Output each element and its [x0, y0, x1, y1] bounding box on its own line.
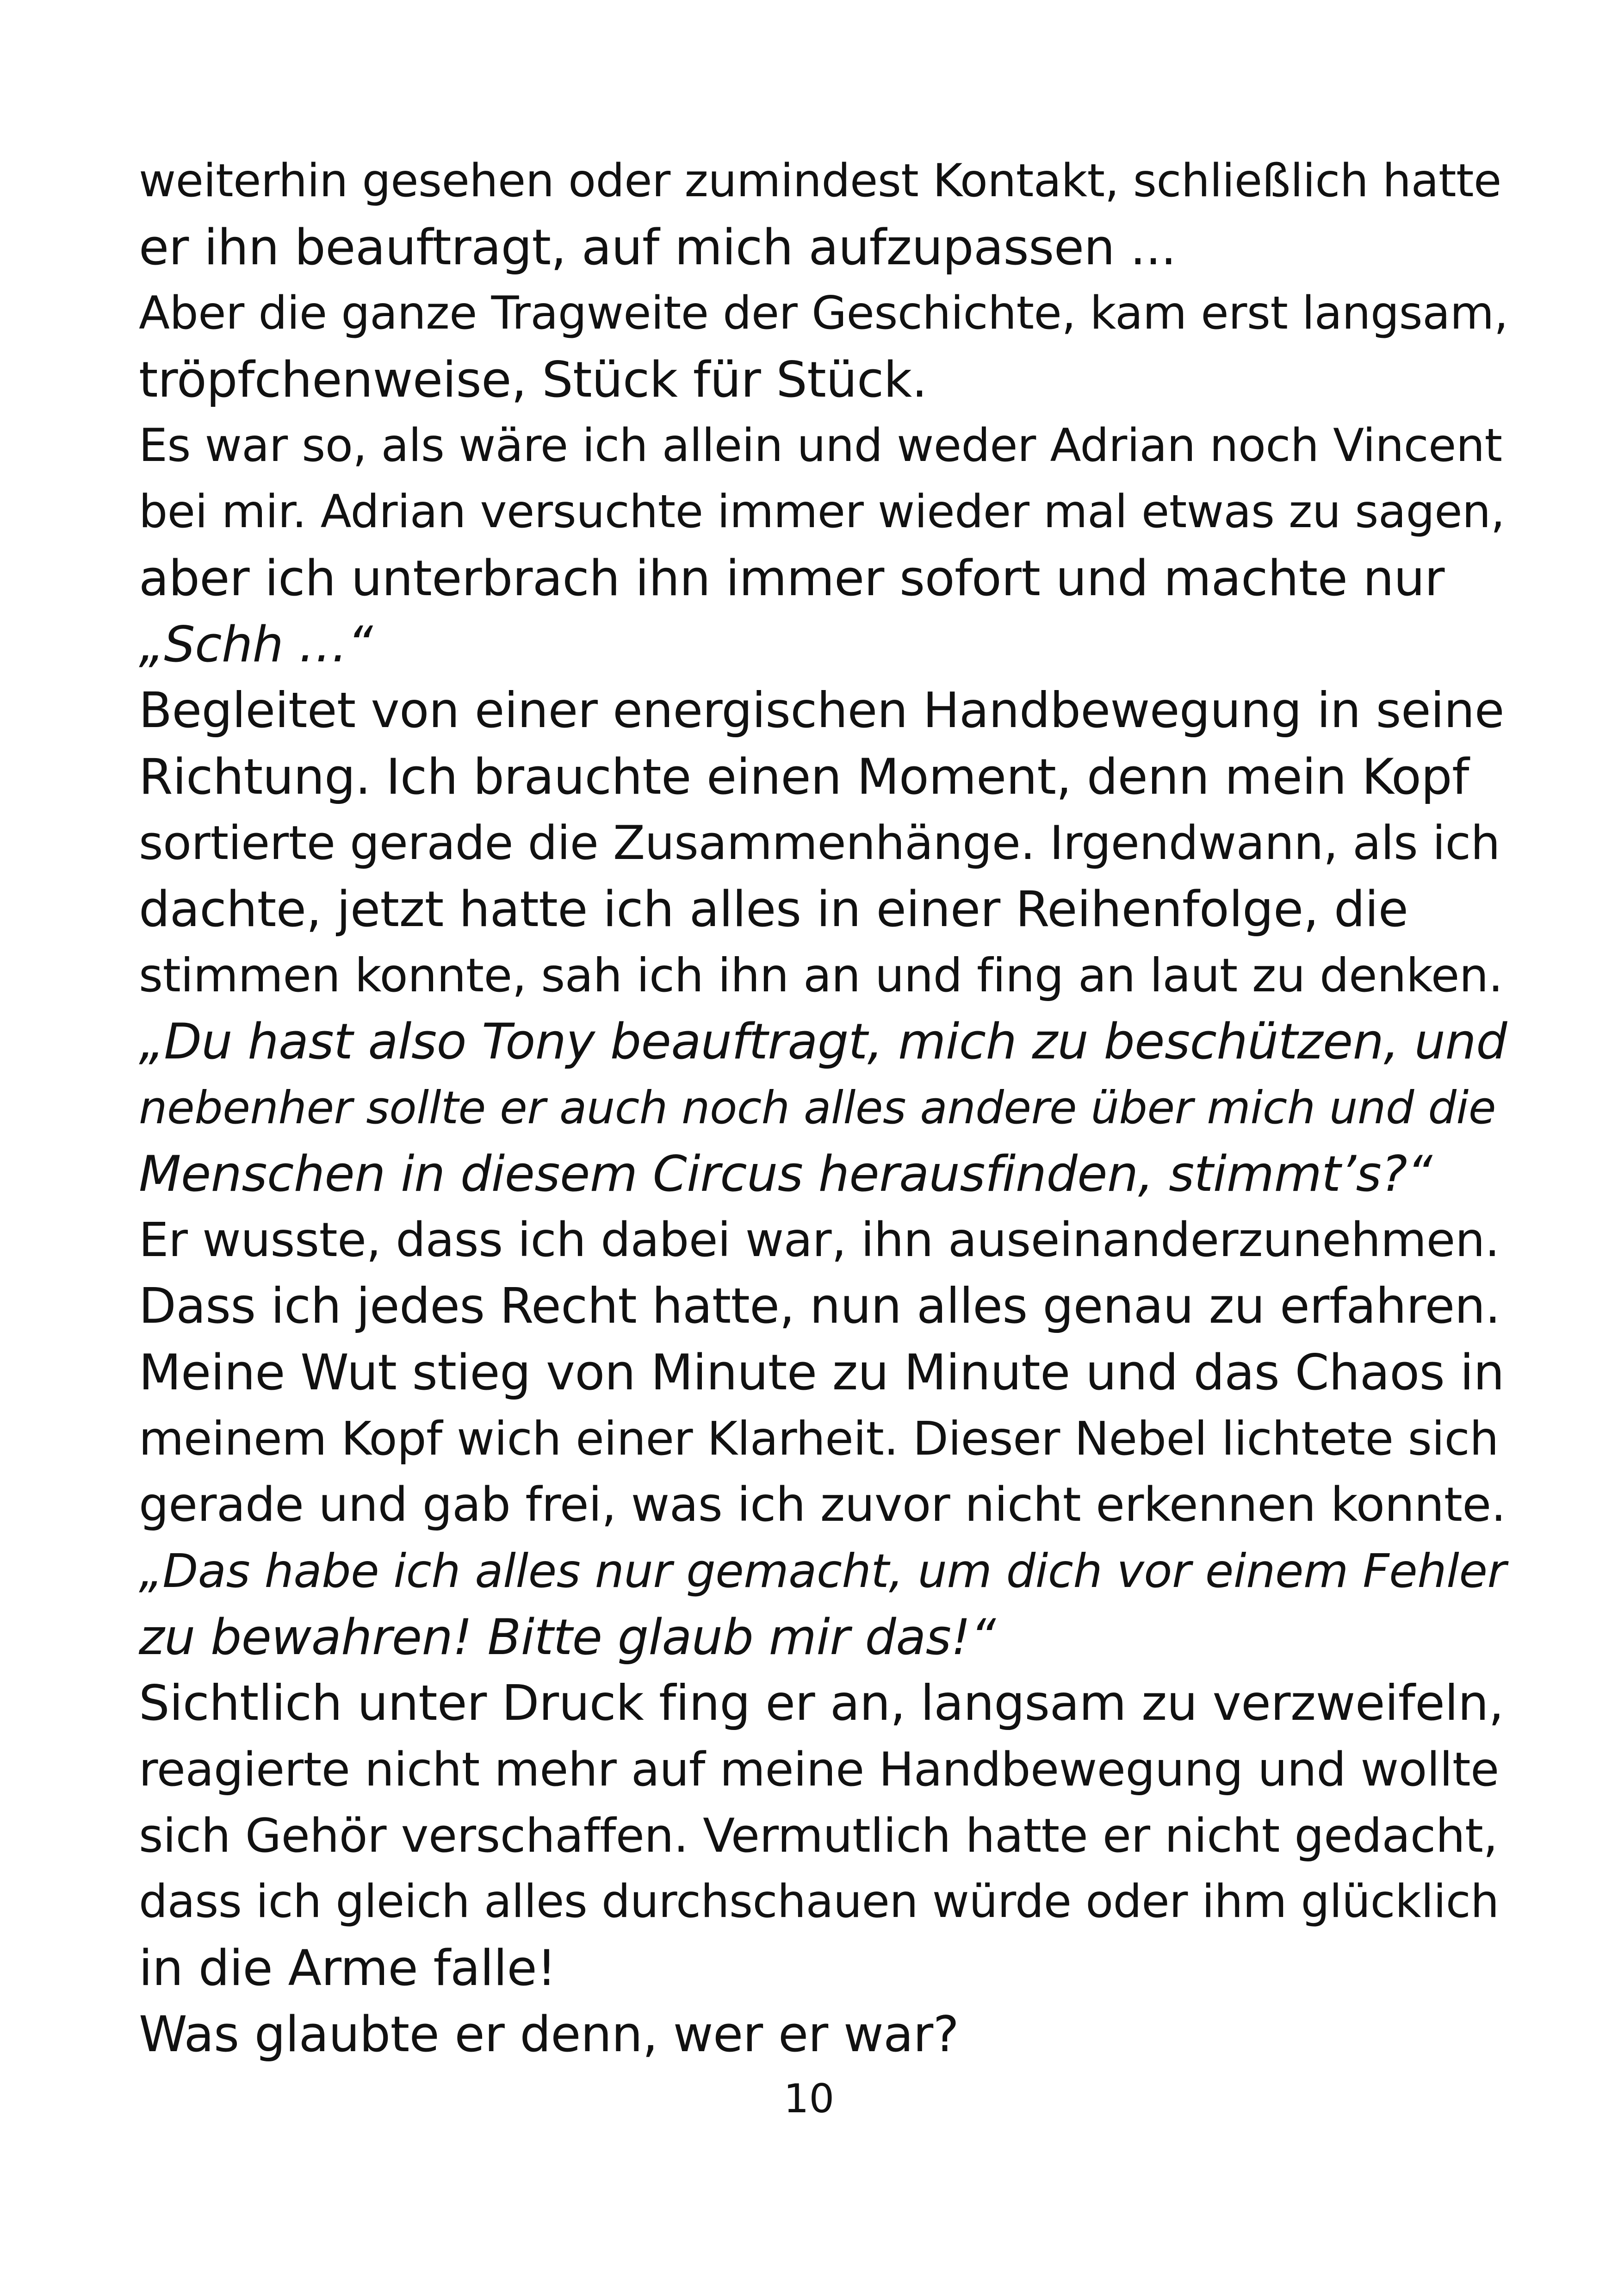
- text-line: stimmen konnte, sah ich ihn an und fing an laut zu denken.: [139, 948, 1503, 1002]
- text-line: dass ich gleich alles durchschauen würde oder ihm glücklich: [139, 1875, 1499, 1928]
- text-line: sich Gehör verschaffen. Vermutlich hatte er nicht gedacht,: [139, 1808, 1498, 1863]
- text-line: dachte, jetzt hatte ich alles in einer Reihenfolge, die: [139, 881, 1408, 938]
- dialogue-line: Menschen in diesem Circus herausfinden, stimmt’s?“: [139, 1145, 1432, 1202]
- text-line: bei mir. Adrian versuchte immer wieder mal etwas zu sagen,: [139, 485, 1505, 538]
- text-line: Er wusste, dass ich dabei war, ihn auseinanderzunehmen.: [139, 1213, 1500, 1268]
- text-line: tröpfchenweise, Stück für Stück.: [139, 351, 927, 408]
- text-line: meinem Kopf wich einer Klarheit. Dieser Nebel lichtete sich: [139, 1412, 1499, 1466]
- text-line: gerade und gab frei, was ich zuvor nicht erkennen konnte.: [139, 1477, 1506, 1532]
- text-line: Sichtlich unter Druck fing er an, langsam zu verzweifeln,: [139, 1675, 1504, 1731]
- text-line: Richtung. Ich brauchte einen Moment, denn mein Kopf: [139, 748, 1469, 805]
- text-line: Es war so, als wäre ich allein und weder Adrian noch Vincent: [139, 419, 1502, 472]
- text-line: sortierte gerade die Zusammenhänge. Irgendwann, als ich: [139, 815, 1500, 870]
- text-line: er ihn beauftragt, auf mich aufzupassen ...: [139, 219, 1177, 276]
- text-line: reagierte nicht mehr auf meine Handbewegung und wollte: [139, 1742, 1499, 1797]
- page-number: 10: [783, 2076, 835, 2122]
- dialogue-line: „Das habe ich alles nur gemacht, um dich vor einem Fehler: [139, 1544, 1506, 1598]
- text-line: in die Arme falle!: [139, 1940, 557, 1997]
- text-line: Aber die ganze Tragweite der Geschichte, kam erst langsam,: [139, 287, 1508, 340]
- text-line: aber ich unterbrach ihn immer sofort und machte nur: [139, 550, 1445, 607]
- dialogue-line: nebenher sollte er auch noch alles andere über mich und die: [139, 1082, 1496, 1134]
- text-line: Dass ich jedes Recht hatte, nun alles genau zu erfahren.: [139, 1278, 1500, 1334]
- dialogue-line: „Schh …“: [139, 616, 373, 673]
- dialogue-line: zu bewahren! Bitte glaub mir das!“: [139, 1609, 996, 1666]
- text-line: weiterhin gesehen oder zumindest Kontakt, schließlich hatte: [139, 155, 1501, 207]
- dialogue-line: „Du hast also Tony beauftragt, mich zu beschützen, und: [139, 1013, 1507, 1070]
- body-text: [139, 148, 1508, 2067]
- text-line: Meine Wut stieg von Minute zu Minute und das Chaos in: [139, 1344, 1505, 1401]
- text-line: Was glaubte er denn, wer er war?: [139, 2006, 959, 2063]
- text-line: Begleitet von einer energischen Handbewegung in seine: [139, 682, 1504, 739]
